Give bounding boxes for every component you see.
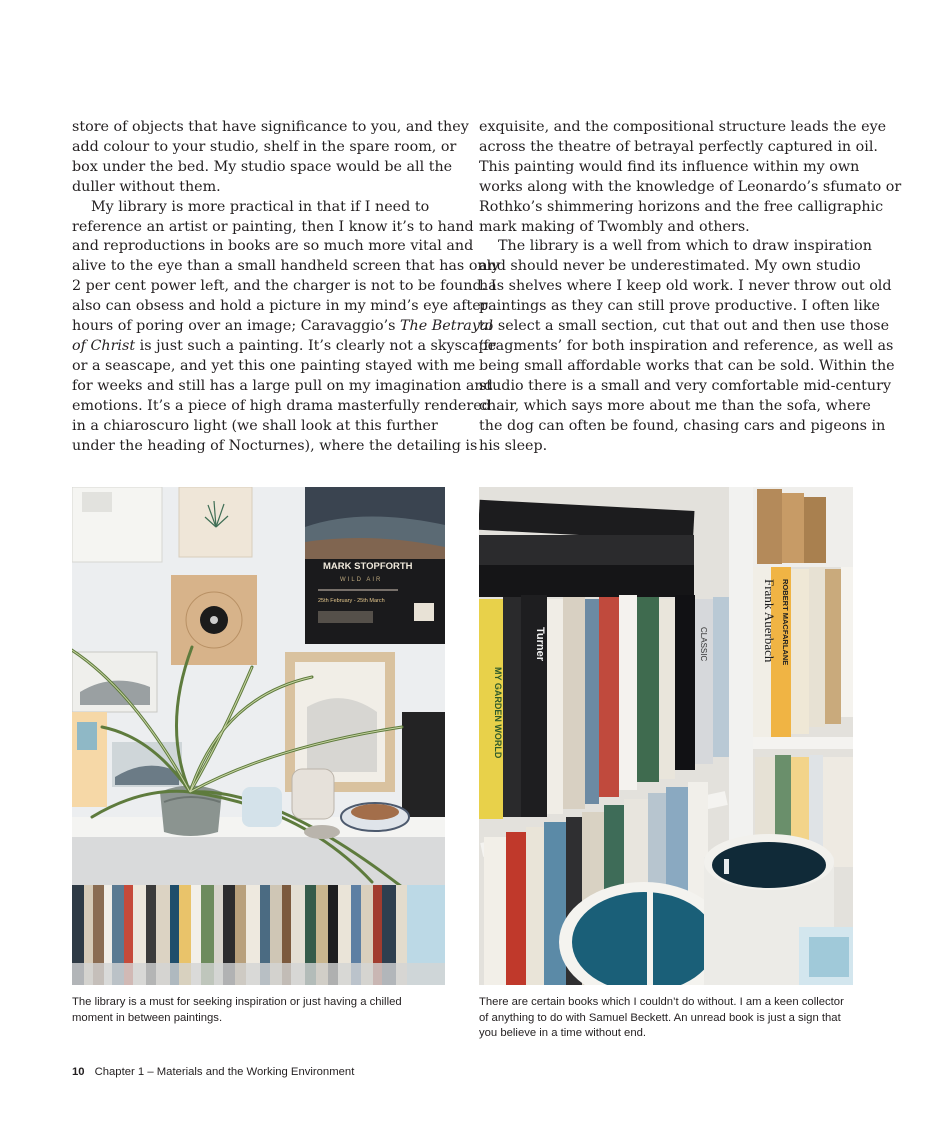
text-line <box>72 277 497 297</box>
text-line <box>479 118 887 138</box>
text-run: chair, which says more about me than the sofa, where <box>479 397 871 414</box>
spine-classic: CLASSIC <box>699 627 708 662</box>
text-run: My library is more practical in that if I need to <box>91 198 430 215</box>
text-run: The library is a well from which to draw inspiration <box>498 238 872 255</box>
text-line <box>479 377 892 397</box>
body-text-right-column <box>479 118 902 456</box>
book-title-italic: of Christ <box>72 337 136 354</box>
text-run: and reproductions in books are so much more vital and <box>72 238 474 255</box>
text-line <box>479 198 884 218</box>
body-text-left-column <box>72 118 500 456</box>
text-line <box>479 317 890 337</box>
chapter-title: Chapter 1 – Materials and the Working Environment <box>94 1066 355 1078</box>
caption-line: The library is a must for seeking inspiration or just having a chilled <box>72 996 402 1008</box>
text-run: duller without them. <box>72 178 221 195</box>
text-run: to select a small section, cut that out and then use those <box>479 318 890 335</box>
caption-line: you believe in a time without end. <box>479 1027 647 1039</box>
text-run: Rothko’s shimmering horizons and the free calligraphic <box>479 198 884 215</box>
text-run: for weeks and still has a large pull on my imagination and <box>72 377 493 394</box>
text-run: the dog can often be found, chasing cars and pigeons in <box>479 417 886 434</box>
text-line <box>479 277 892 297</box>
text-line <box>72 437 478 457</box>
text-line <box>72 158 452 178</box>
text-line <box>72 218 474 238</box>
text-run: his sleep. <box>479 437 548 454</box>
spine-macfarlane: ROBERT MACFARLANE <box>781 579 790 666</box>
text-run: or a seascape, and yet this one painting stayed with me <box>72 357 476 374</box>
caption-line: moment in between paintings. <box>72 1011 223 1024</box>
text-line <box>72 257 500 277</box>
text-line <box>72 397 491 417</box>
spine-turner: Turner <box>534 627 546 662</box>
text-line <box>72 357 476 377</box>
caption-line: of anything to do with Samuel Beckett. An unread book is just a sign that <box>479 1011 841 1024</box>
text-line <box>72 377 493 397</box>
poster-title: MARK STOPFORTH <box>323 561 413 572</box>
text-run: and should never be underestimated. My own studio <box>479 258 861 275</box>
poster-dates: 25th February - 25th March <box>318 598 385 604</box>
text-line <box>479 397 871 417</box>
text-run: mark making of Twombly and others. <box>479 218 750 235</box>
text-run: in a chiaroscuro light (we shall look at this further <box>72 417 438 434</box>
right-photo-caption <box>479 995 859 1042</box>
text-run: reference an artist or painting, then I know it’s to hand <box>72 218 474 235</box>
text-run: emotions. It’s a piece of high drama masterfully rendered <box>72 397 491 414</box>
text-run: hours of poring over an image; Caravaggio’s <box>72 318 401 335</box>
page-number: 10 <box>72 1066 85 1078</box>
text-line <box>479 218 857 238</box>
text-run: add colour to your studio, shelf in the spare room, or <box>72 138 457 155</box>
text-line <box>72 297 488 317</box>
text-line <box>479 158 860 178</box>
text-run: ‘fragments’ for both inspiration and reference, as well as <box>479 337 894 354</box>
left-photo-caption <box>72 995 447 1026</box>
text-line <box>479 237 872 257</box>
text-run: store of objects that have significance to you, and they <box>72 119 469 135</box>
text-run: has shelves where I keep old work. I never throw out old <box>479 278 892 295</box>
text-line <box>479 257 861 277</box>
text-run: also can obsess and hold a picture in my mind’s eye after <box>72 298 488 315</box>
text-run: being small affordable works that can be sold. Within the <box>479 357 895 374</box>
text-run: exquisite, and the compositional structure leads the eye <box>479 119 887 135</box>
text-run: is just such a painting. It’s clearly not a skyscape <box>135 337 497 354</box>
text-line <box>479 437 857 457</box>
text-run: This painting would find its influence within my own <box>479 158 860 175</box>
text-run: box under the bed. My studio space would be all the <box>72 158 453 175</box>
studio-shelf-photo <box>72 487 445 985</box>
text-line <box>72 198 452 218</box>
text-run: under the heading of Nocturnes), where the detailing is <box>72 437 478 454</box>
text-line <box>479 178 902 198</box>
text-line <box>479 297 880 317</box>
text-run: works along with the knowledge of Leonardo’s sfumato or <box>479 178 902 195</box>
poster-subtitle: WILD AIR <box>340 577 383 583</box>
text-run: studio there is a small and very comfortable mid-century <box>479 377 892 394</box>
caption-line: There are certain books which I couldn’t do without. I am a keen collector <box>479 996 844 1008</box>
text-line <box>479 417 886 437</box>
text-run: across the theatre of betrayal perfectly captured in oil. <box>479 138 878 155</box>
text-line <box>72 118 469 138</box>
text-line <box>72 138 457 158</box>
page-footer <box>72 1066 354 1078</box>
bookshelf-photo <box>479 487 853 985</box>
text-line <box>479 138 878 158</box>
text-line <box>72 417 452 437</box>
text-line <box>479 337 894 357</box>
text-run: alive to the eye than a small handheld screen that has only <box>72 258 500 275</box>
text-run: 2 per cent power left, and the charger is not to be found. I <box>72 278 497 295</box>
text-line <box>479 357 895 377</box>
text-line <box>72 337 497 357</box>
text-line <box>72 178 452 198</box>
spine-garden: MY GARDEN WORLD <box>493 667 503 759</box>
text-line <box>72 317 494 337</box>
text-line <box>72 237 474 257</box>
spine-auerbach: Frank Auerbach <box>762 579 777 663</box>
book-title-italic: The Betrayal <box>400 318 494 335</box>
text-run: paintings as they can still prove productive. I often like <box>479 298 880 315</box>
